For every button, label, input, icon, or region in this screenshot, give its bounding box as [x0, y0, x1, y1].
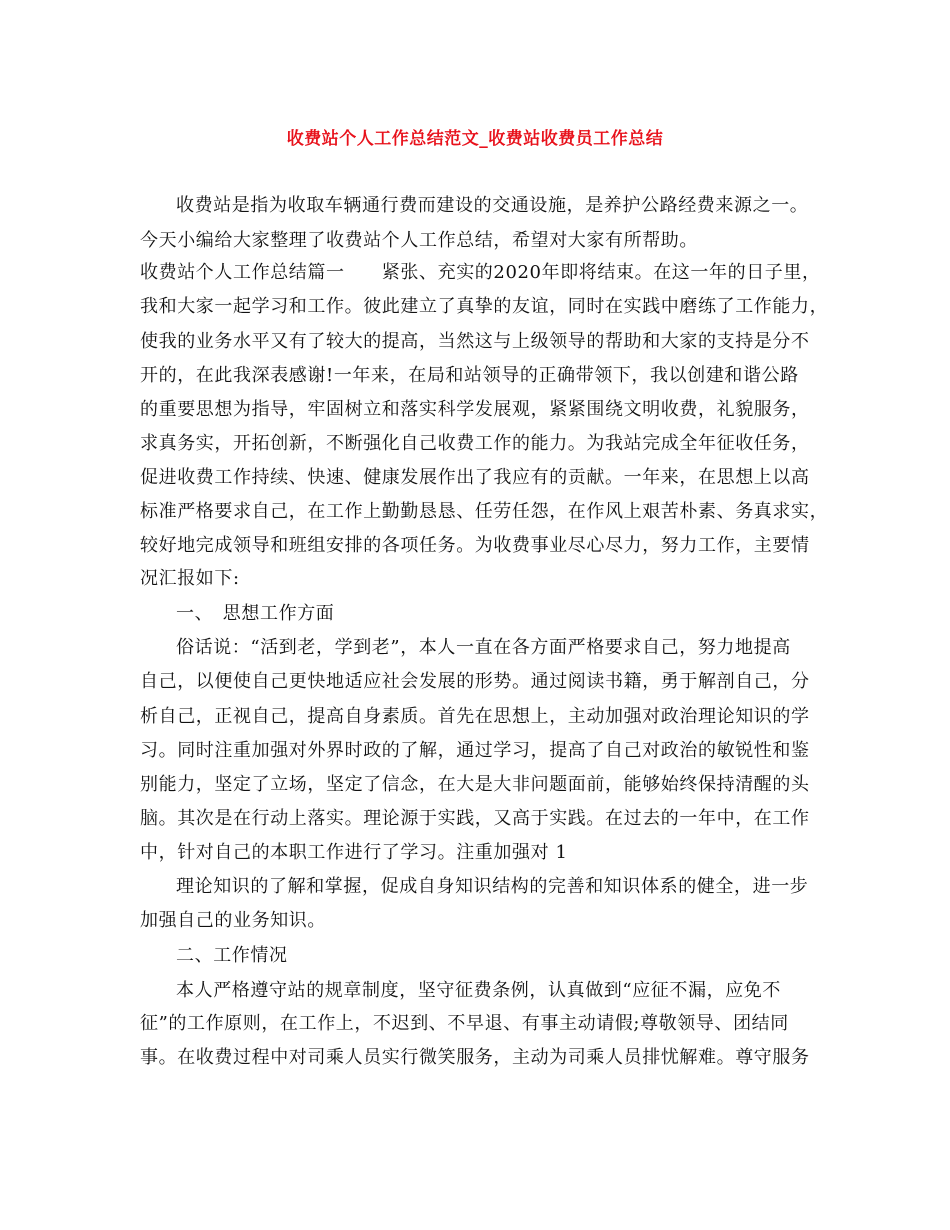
paragraph-line: 使我的业务水平又有了较大的提高，当然这与上级领导的帮助和大家的支持是分不	[140, 331, 810, 352]
paragraph-line: 收费站是指为收取车辆通行费而建设的交通设施，是养护公路经费来源之一。	[176, 195, 809, 216]
paragraph-line: 征”的工作原则，在工作上，不迟到、不早退、有事主动请假;尊敬领导、团结同	[140, 1013, 789, 1034]
paragraph-line: 的重要思想为指导，牢固树立和落实科学发展观，紧紧围绕文明收费，礼貌服务，	[140, 399, 810, 420]
paragraph-line: 标准严格要求自己，在工作上勤勤恳恳、任劳任怨，在作风上艰苦朴素、务真求实，	[140, 501, 829, 522]
paragraph-line: 求真务实，开拓创新，不断强化自己收费工作的能力。为我站完成全年征收任务，	[140, 433, 810, 454]
paragraph-line: 促进收费工作持续、快速、健康发展作出了我应有的贡献。一年来，在思想上以高	[140, 467, 810, 488]
paragraph-line: 今天小编给大家整理了收费站个人工作总结，希望对大家有所帮助。	[140, 230, 698, 251]
paragraph-line: 中，针对自己的本职工作进行了学习。注重加强对 1	[140, 842, 568, 863]
paragraph-line: 我和大家一起学习和工作。彼此建立了真挚的友谊，同时在实践中磨练了工作能力，	[140, 296, 829, 317]
paragraph-line: 习。同时注重加强对外界时政的了解，通过学习，提高了自己对政治的敏锐性和鉴	[140, 740, 810, 761]
paragraph-line: 析自己，正视自己，提高自身素质。首先在思想上，主动加强对政治理论知识的学	[140, 706, 810, 727]
paragraph-line: 开的，在此我深表感谢!一年来，在局和站领导的正确带领下，我以创建和谐公路	[140, 365, 799, 386]
paragraph-line: 脑。其次是在行动上落实。理论源于实践，又高于实践。在过去的一年中，在工作	[140, 808, 810, 829]
document-title: 收费站个人工作总结范文_收费站收费员工作总结	[286, 129, 664, 149]
paragraph-line: 况汇报如下:	[140, 568, 240, 589]
paragraph-line: 别能力，坚定了立场，坚定了信念，在大是大非问题面前，能够始终保持清醒的头	[140, 774, 810, 795]
paragraph-line: 自己，以便使自己更快地适应社会发展的形势。通过阅读书籍，勇于解剖自己，分	[140, 671, 810, 692]
section-heading: 一、 思想工作方面	[176, 603, 335, 624]
paragraph-line: 本人严格遵守站的规章制度，坚守征费条例，认真做到“应征不漏，应免不	[176, 980, 781, 1001]
paragraph-line: 较好地完成领导和班组安排的各项任务。为收费事业尽心尽力，努力工作，主要情	[140, 535, 810, 556]
paragraph-line: 收费站个人工作总结篇一 紧张、充实的2020年即将结束。在这一年的日子里，	[140, 262, 821, 283]
section-heading: 二、工作情况	[176, 945, 288, 966]
paragraph-line: 俗话说：“活到老，学到老”，本人一直在各方面严格要求自己，努力地提高	[176, 637, 791, 658]
paragraph-line: 事。在收费过程中对司乘人员实行微笑服务，主动为司乘人员排忧解难。尊守服务	[140, 1047, 810, 1068]
paragraph-line: 理论知识的了解和掌握，促成自身知识结构的完善和知识体系的健全，进一步	[176, 876, 809, 897]
paragraph-line: 加强自己的业务知识。	[140, 910, 326, 931]
